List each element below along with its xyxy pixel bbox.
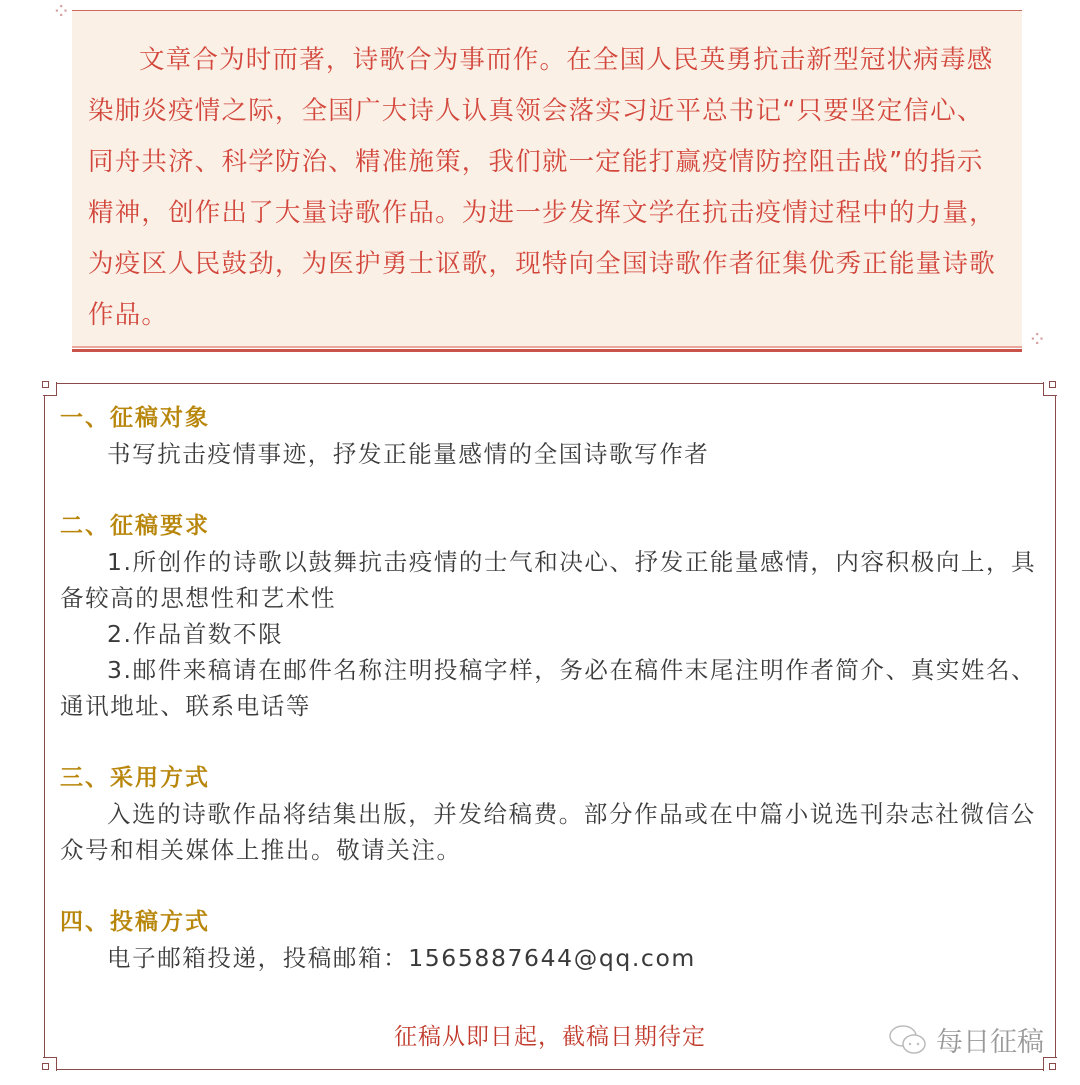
corner-dot	[1049, 1063, 1056, 1070]
section-heading: 三、采用方式	[60, 765, 210, 791]
section-heading: 一、征稿对象	[60, 405, 210, 431]
intro-text: 文章合为时而著，诗歌合为事而作。在全国人民英勇抗击新型冠状病毒感染肺炎疫情之际，全国广大诗人认真领会落实习近平总书记“只要坚定信心、同舟共济、科学防治、精准施策，我们就一定能打赢疫情防控阻击战”的指示精神，创作出了大量诗歌作品。为进一步发挥文学在抗击疫情过程中的力量，为疫区人民鼓劲，为医护勇士讴歌，现特向全国诗歌作者征集优秀正能量诗歌作品。	[88, 45, 996, 330]
sparkle-icon: ⁘	[52, 0, 71, 25]
wechat-icon	[888, 1023, 928, 1057]
submission-email: 电子邮箱投递，投稿邮箱：1565887644@qq.com	[107, 944, 696, 972]
watermark-text: 每日征稿	[936, 1027, 1044, 1058]
watermark	[888, 1020, 1044, 1059]
section-text: 2.作品首数不限	[107, 620, 284, 648]
section-text: 3.邮件来稿请在邮件名称注明投稿字样，务必在稿件末尾注明作者简介、真实姓名、通讯地址、联系电话等	[60, 656, 1037, 720]
section-text: 入选的诗歌作品将结集出版，并发给稿费。部分作品或在中篇小说选刊杂志社微信公众号和相关媒体上推出。敬请关注。	[60, 800, 1036, 864]
corner-dot	[1049, 381, 1056, 388]
corner-dot	[42, 1063, 49, 1070]
corner-dot	[42, 381, 49, 388]
intro-box	[72, 10, 1022, 347]
section-text: 1.所创作的诗歌以鼓舞抗击疫情的士气和决心、抒发正能量感情，内容积极向上，具备较高的思想性和艺术性	[60, 548, 1037, 612]
closing-note: 征稿从即日起，截稿日期待定	[394, 1024, 706, 1050]
call-for-submissions	[60, 400, 1045, 976]
section-text: 书写抗击疫情事迹，抒发正能量感情的全国诗歌写作者	[107, 440, 710, 468]
intro-divider	[72, 346, 1022, 352]
section-heading: 四、投稿方式	[60, 909, 210, 935]
section-heading: 二、征稿要求	[60, 513, 210, 539]
sparkle-icon: ⁘	[1028, 328, 1047, 353]
